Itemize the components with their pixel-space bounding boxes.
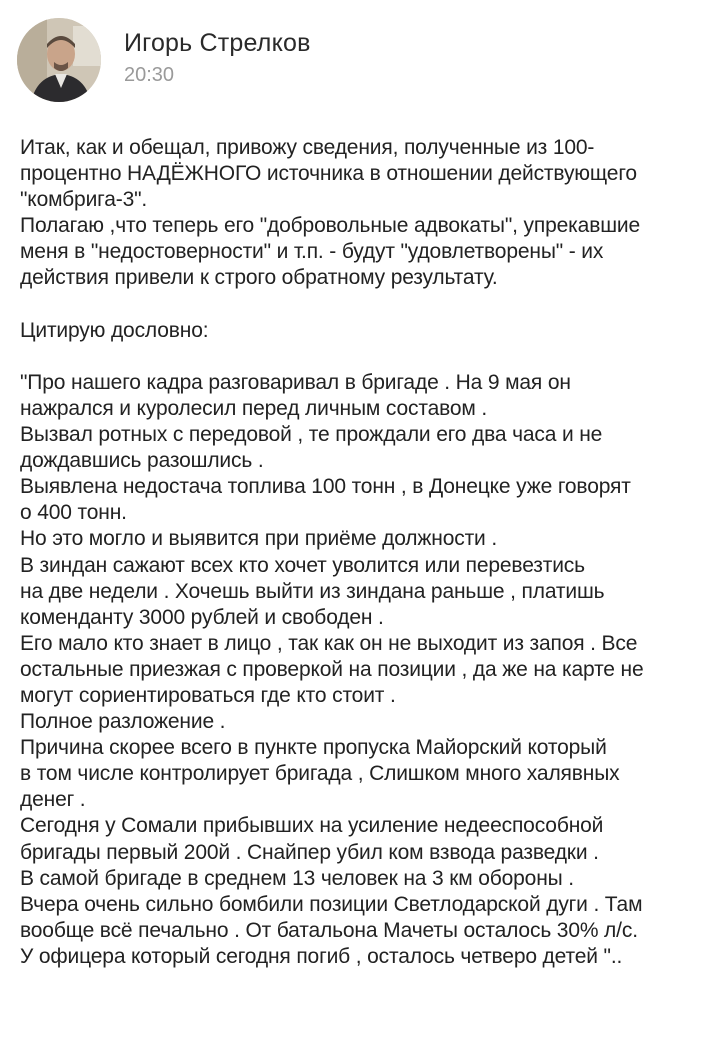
post-text-line: дождавшись разошлись . <box>20 449 264 473</box>
post-text-line: "Про нашего кадра разговаривал в бригаде . На 9 мая он <box>20 370 571 394</box>
post-text-line: денег . <box>20 788 86 812</box>
post-timestamp[interactable]: 20:30 <box>124 64 175 86</box>
post-text-line: о 400 тонн. <box>20 501 127 525</box>
post-text-line: В самой бригаде в среднем 13 человек на 3 км обороны . <box>20 866 574 890</box>
post-text-line: Итак, как и обещал, привожу сведения, полученные из 100- <box>20 136 595 159</box>
post-text-line: могут сориентироваться где кто стоит . <box>20 683 396 707</box>
post-text-line: Цитирую дословно: <box>20 318 209 342</box>
post-text-line: на две недели . Хочешь выйти из зиндана раньше , платишь <box>20 579 605 603</box>
post-text-line: Но это могло и выявится при приёме должности . <box>20 527 498 551</box>
avatar-photo-icon <box>17 18 101 102</box>
post-text-line: В зиндан сажают всех кто хочет уволится или перевезтись <box>20 553 585 577</box>
post-text-line: "комбрига-3". <box>20 188 148 212</box>
post-text-line: Причина скорее всего в пункте пропуска Майорский который <box>20 736 607 760</box>
author-avatar[interactable] <box>17 18 101 102</box>
post-text <box>20 135 706 970</box>
post-text-line: Выявлена недостача топлива 100 тонн , в Донецке уже говорят <box>20 475 631 499</box>
post-text-line: процентно НАДЁЖНОГО источника в отношении действующего <box>20 162 637 186</box>
post-text-line: в том числе контролирует бригада , Слишком много халявных <box>20 762 620 786</box>
post-text-line: вообще всё печально . От батальона Мачеты осталось 30% л/с. <box>20 918 638 942</box>
post-text-line: Вызвал ротных с передовой , те прождали его два часа и не <box>20 423 603 447</box>
post-text-line: остальные приезжая с проверкой на позиции , да же на карте не <box>20 657 644 681</box>
paragraph-gap <box>20 292 706 318</box>
post-text-line: У офицера который сегодня погиб , осталось четверо детей ".. <box>20 944 623 968</box>
post-header <box>17 18 697 102</box>
author-name[interactable]: Игорь Стрелков <box>124 29 311 57</box>
post-text-line: Полное разложение . <box>20 710 226 734</box>
post-text-line: Полагаю ,что теперь его "добровольные адвокаты", упрекавшие <box>20 214 641 238</box>
post-text-line: Вчера очень сильно бомбили позиции Светлодарской дуги . Там <box>20 892 643 916</box>
post-text-line: бригады первый 200й . Снайпер убил ком взвода разведки . <box>20 840 599 864</box>
post-text-line: нажрался и куролесил перед личным составом . <box>20 396 488 420</box>
paragraph-gap <box>20 344 706 370</box>
post-text-line: меня в "недостоверности" и т.п. - будут "удовлетворены" - их <box>20 240 604 264</box>
post-text-line: Его мало кто знает в лицо , так как он не выходит из запоя . Все <box>20 631 638 655</box>
post-text-line: коменданту 3000 рублей и свободен . <box>20 605 384 629</box>
post-text-line: Сегодня у Сомали прибывших на усиление недееспособной <box>20 814 604 838</box>
post-text-line: действия привели к строго обратному результату. <box>20 266 498 290</box>
